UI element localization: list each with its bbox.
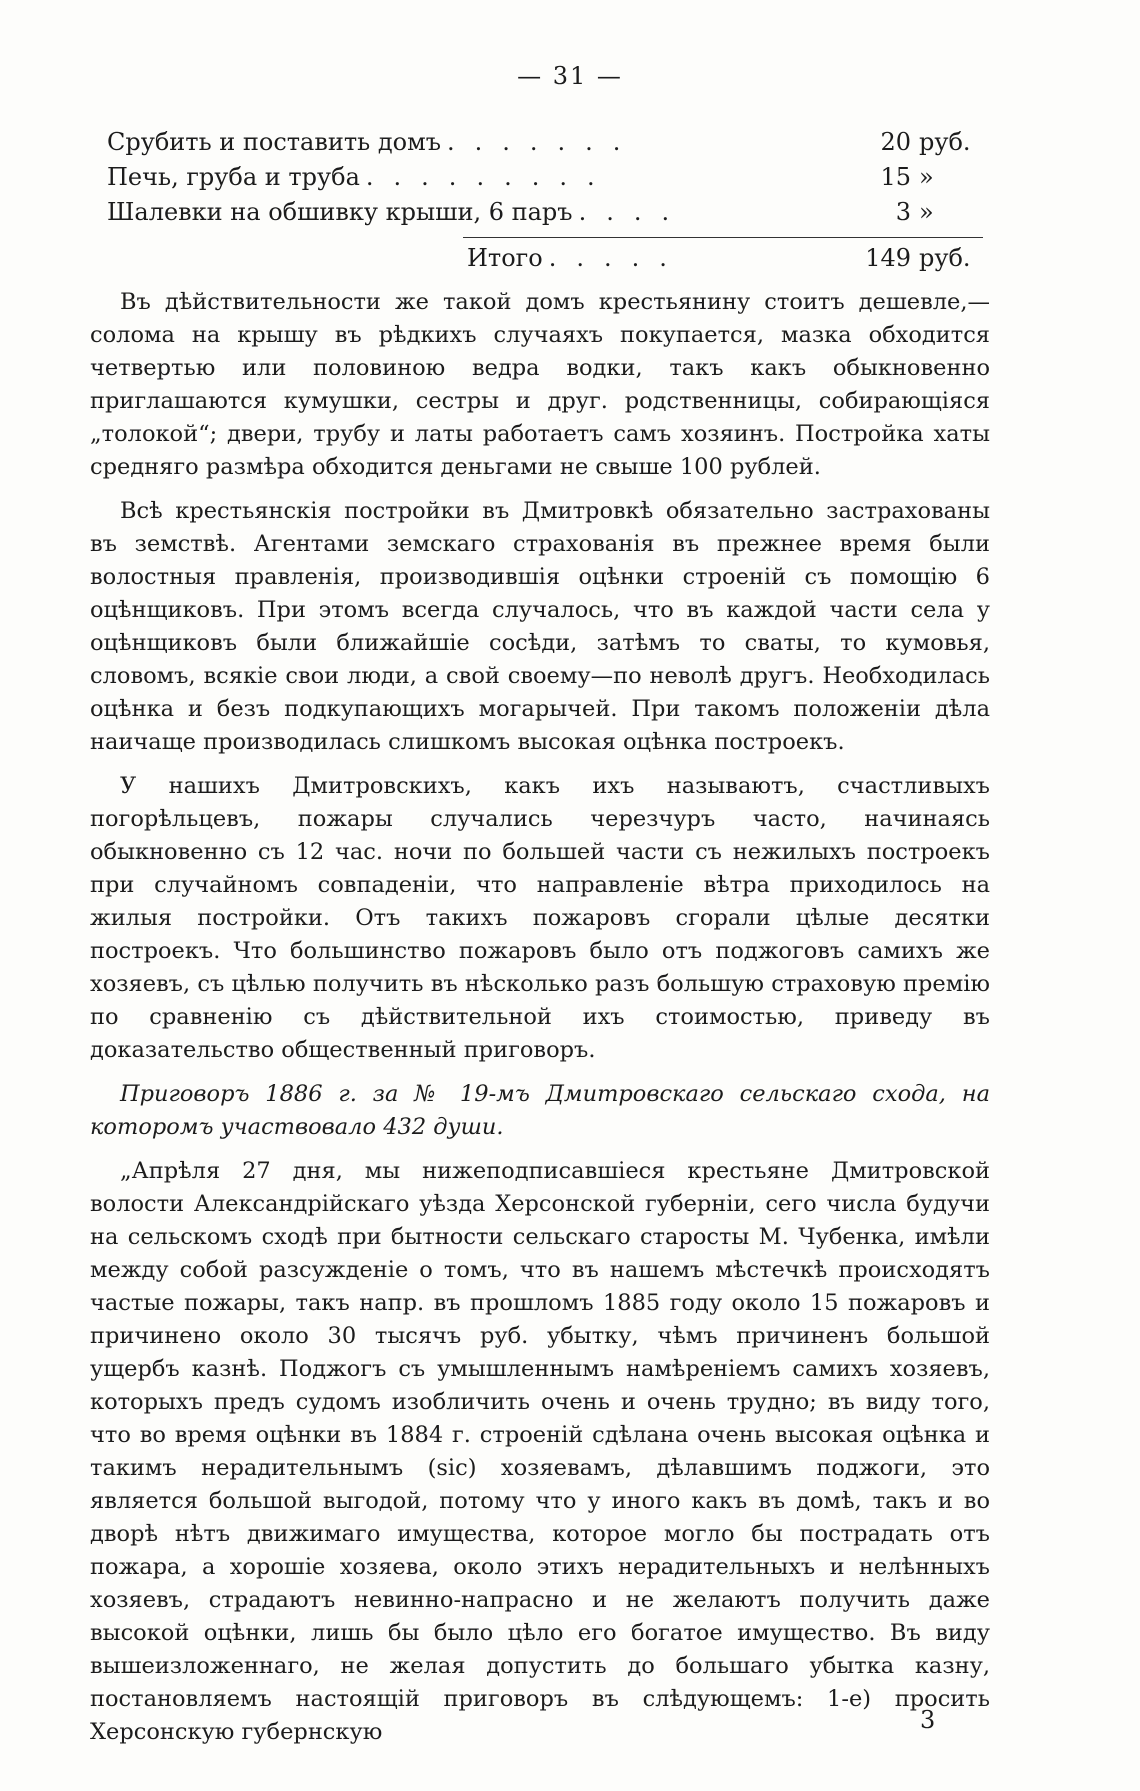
paragraph-text: У нашихъ Дмитровскихъ, какъ ихъ называютъ, счастливыхъ погорѣльцевъ, пожары случались черезчуръ часто, начинаясь обыкновенно съ 12 час. ночи по большей части съ нежилыхъ построекъ при случайномъ совпаденіи, что направленіе вѣтра приходилось на жилыя постройки. Отъ такихъ пожаровъ сгорали цѣлые десятки построекъ. Что большинство пожаровъ было отъ поджоговъ самихъ же хозяевъ, съ цѣлью получить въ нѣсколько разъ большую страховую премію по сравненію съ дѣйствительной ихъ стоимостью, приведу въ доказательство общественный приговоръ. [90, 773, 990, 1063]
leader-dots: .... [578, 198, 690, 226]
cost-unit: » [919, 198, 934, 226]
page-number: — 31 — [517, 62, 623, 90]
paragraph [90, 770, 990, 1067]
paragraph-text: „Апрѣля 27 дня, мы нижеподписавшіеся крестьяне Дмитровской волости Александрійскаго уѣзда Херсонской губерніи, сего числа будучи на сельскомъ сходѣ при бытности сельскаго старосты М. Чубенка, имѣли между собой разсужденіе о томъ, что въ нашемъ мѣстечкѣ происходятъ частые пожары, такъ напр. въ прошломъ 1885 году около 15 пожаровъ и причинено около 30 тысячъ руб. убытку, чѣмъ причиненъ большой ущербъ казнѣ. Поджогъ съ умышленнымъ намѣреніемъ самихъ хозяевъ, которыхъ предъ судомъ изобличить очень и очень трудно; въ виду того, что во время оцѣнки въ 1884 г. строеній сдѣлана очень высокая оцѣнка и такимъ нерадительнымъ (sic) хозяевамъ, дѣлавшимъ поджоги, это является большой выгодой, потому что у иного какъ въ домѣ, такъ и во дворѣ нѣтъ движимаго имущества, которое могло бы пострадать отъ пожара, а хорошіе хозяева, около этихъ нерадительныхъ и нелѣнныхъ хозяевъ, страдаютъ невинно-напрасно и не желаютъ получить даже высокой оцѣнки, лишь бы было цѣло его богатое имущество. Въ виду вышеизложеннаго, не желая допустить до большаго убытка казну, постановляемъ настоящій приговоръ въ слѣдующемъ: 1-е) просить Херсонскую губернскую [90, 1158, 990, 1745]
total-rule [463, 237, 983, 238]
paragraph-text: Въ дѣйствительности же такой домъ крестьянину стоитъ дешевле,— солома на крышу въ рѣдкихъ случаяхъ покупается, мазка обходится четвертью или половиною ведра водки, такъ какъ обыкновенно приглашаются кумушки, сестры и друг. родственницы, собирающіяся „толокой“; двери, трубу и латы работаетъ самъ хозяинъ. Постройка хаты средняго размѣра обходится деньгами не свыше 100 рублей. [90, 289, 990, 480]
cost-row [107, 128, 983, 163]
cost-amount: 3 [895, 198, 911, 226]
cost-amount: 15 [880, 163, 911, 191]
paragraph [90, 1155, 990, 1749]
cost-label: Печь, груба и труба [107, 163, 360, 191]
paragraph [90, 495, 990, 759]
leader-dots: ....... [447, 128, 641, 156]
cost-amount: 20 [880, 128, 911, 156]
paragraph-text: Всѣ крестьянскія постройки въ Дмитровкѣ обязательно застрахованы въ земствѣ. Агентами земскаго страхованія въ прежнее время были волостныя правленія, производившія оцѣнки строеній съ помощію 6 оцѣнщиковъ. При этомъ всегда случалось, что въ каждой части села у оцѣнщиковъ были ближайшіе сосѣди, затѣмъ то сваты, то кумовья, словомъ, всякіе свои люди, а свой своему—по неволѣ другъ. Необходилась оцѣнка и безъ подкупающихъ могарычей. При такомъ положеніи дѣла наичаще производилась слишкомъ высокая оцѣнка построекъ. [90, 498, 990, 755]
total-label: Итого [467, 244, 543, 272]
verdict-heading [90, 1078, 990, 1144]
total-amount: 149 [865, 244, 911, 272]
cost-unit: » [919, 163, 934, 191]
cost-table [107, 128, 983, 279]
body-text [90, 286, 990, 1760]
signature-mark: 3 [920, 1706, 936, 1734]
cost-label: Срубить и поставить домъ [107, 128, 442, 156]
cost-total-row [107, 244, 983, 279]
leader-dots: ..... [548, 244, 687, 272]
cost-label: Шалевки на обшивку крыши, 6 паръ [107, 198, 573, 226]
leader-dots: ......... [365, 163, 615, 191]
paragraph-text: Приговоръ 1886 г. за № 19-мъ Дмитровскаго сельскаго схода, на которомъ участвовало 432 души. [90, 1081, 990, 1140]
cost-row [107, 163, 983, 198]
cost-row [107, 198, 983, 233]
cost-unit: руб. [919, 128, 971, 156]
total-unit: руб. [919, 244, 971, 272]
paragraph [90, 286, 990, 484]
